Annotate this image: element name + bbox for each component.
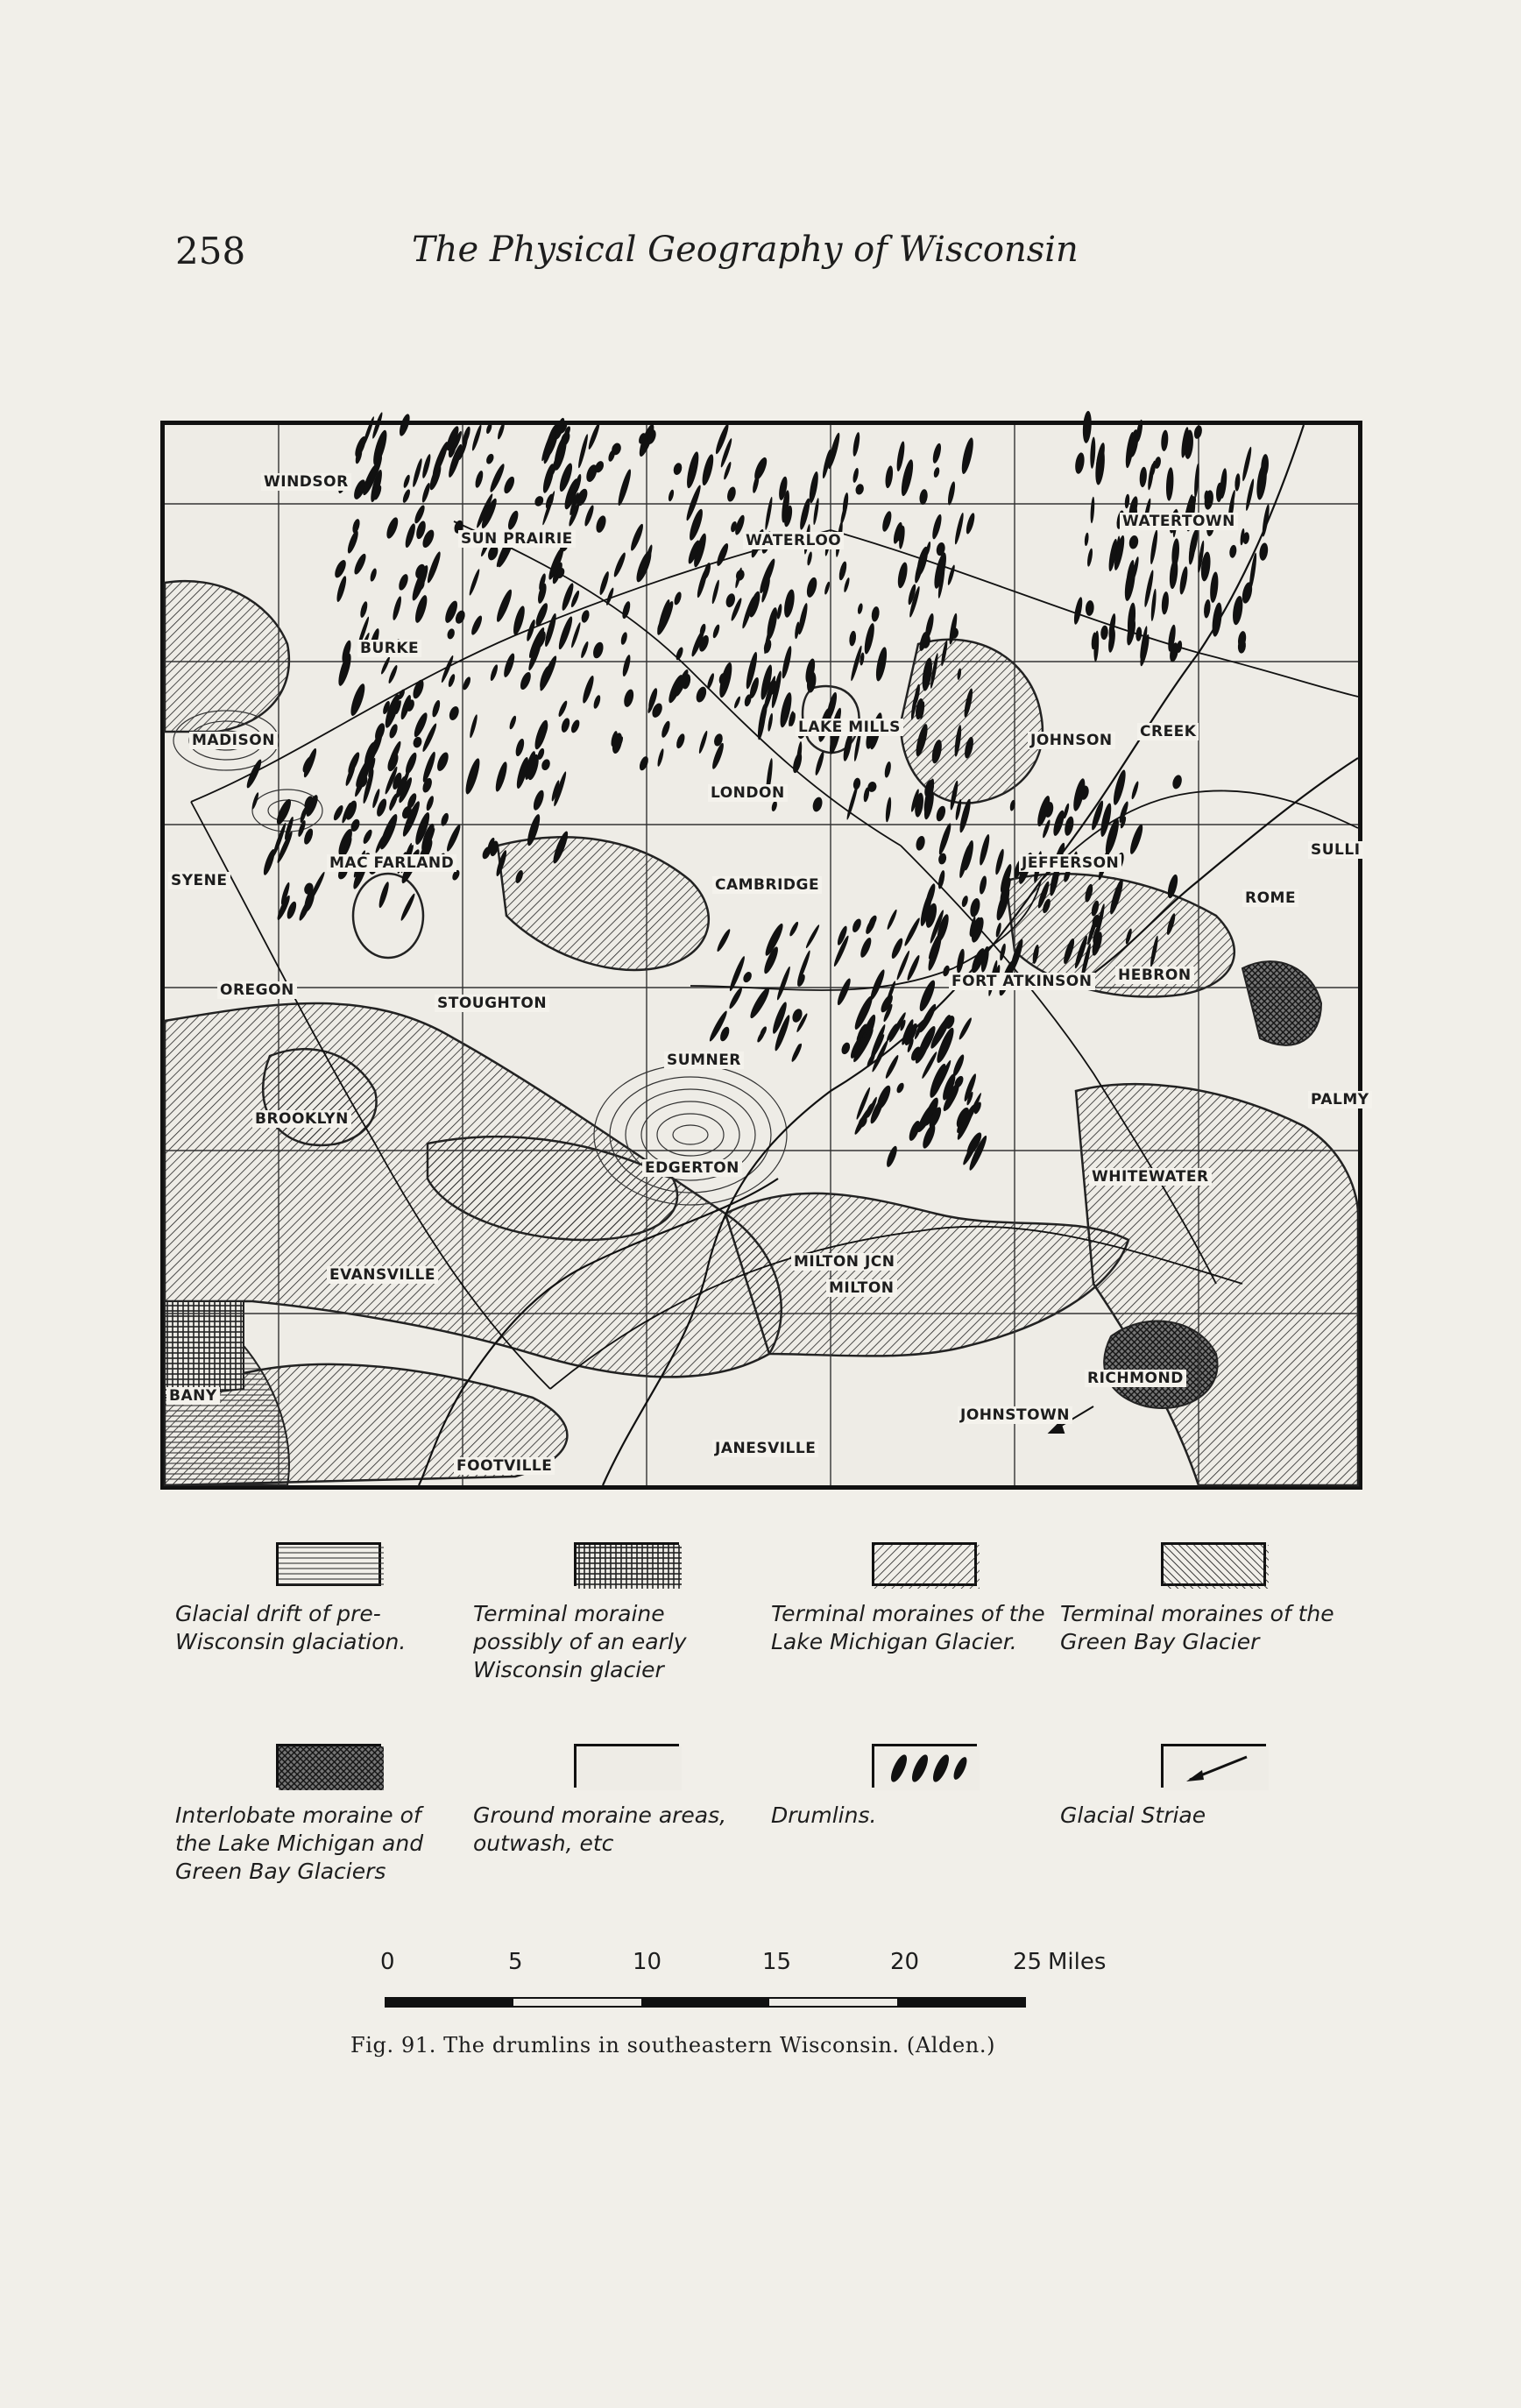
place-sun-prairie: SUN PRAIRIE <box>458 530 576 548</box>
place-whitewater: WHITEWATER <box>1089 1168 1212 1186</box>
place-sumner: SUMNER <box>664 1052 744 1069</box>
drumlin-map <box>160 421 1369 1490</box>
scale-tick-label: 20 <box>890 1949 920 1975</box>
legend-label: Glacial drift of pre-Wisconsin glaciation. <box>175 1601 407 1654</box>
place-johnstown: JOHNSTOWN <box>958 1406 1072 1424</box>
legend-label: Glacial Striae <box>1060 1802 1206 1828</box>
scale-tick-label: 5 <box>508 1949 523 1975</box>
scale-tick-label: 10 <box>633 1949 662 1975</box>
place-milton: MILTON <box>826 1279 897 1297</box>
place-footville: FOOTVILLE <box>454 1457 555 1475</box>
place-cambridge: CAMBRIDGE <box>712 876 822 894</box>
place-stoughton: STOUGHTON <box>435 995 549 1012</box>
place-bany: BANY <box>166 1387 220 1405</box>
figure-caption: Fig. 91. The drumlins in southeastern Wisconsin. (Alden.) <box>350 2033 996 2057</box>
blank-pattern-icon <box>574 1744 679 1788</box>
place-fort-atkinson: FORT ATKINSON <box>949 973 1095 990</box>
scale-tick-label: 0 <box>380 1949 395 1975</box>
place-johnson: JOHNSON <box>1028 732 1115 749</box>
legend-label: Interlobate moraine of the Lake Michigan and Green Bay Glaciers <box>175 1802 424 1884</box>
place-milton-jcn: MILTON JCN <box>791 1253 897 1271</box>
place-richmond: RICHMOND <box>1085 1370 1186 1387</box>
place-watertown: WATERTOWN <box>1120 513 1238 530</box>
place-janesville: JANESVILLE <box>712 1440 818 1457</box>
map-artwork <box>165 425 1358 1485</box>
map-legend <box>175 1525 1349 1945</box>
place-syene: SYENE <box>168 872 230 889</box>
horizontal-lines-pattern-icon <box>276 1542 381 1586</box>
page-number: 258 <box>175 230 246 273</box>
scale-tick-label: 15 <box>762 1949 792 1975</box>
book-title: The Physical Geography of Wisconsin <box>412 230 1079 270</box>
place-rome: ROME <box>1242 889 1298 907</box>
place-creek: CREEK <box>1137 723 1199 740</box>
place-edgerton: EDGERTON <box>642 1159 742 1177</box>
scale-bar <box>377 1949 1107 2028</box>
interlobate-moraine-area <box>1104 1321 1217 1408</box>
place-jefferson: JEFFERSON <box>1019 854 1121 872</box>
running-head <box>175 230 1130 282</box>
place-windsor: WINDSOR <box>261 473 351 491</box>
place-sulli: SULLI <box>1308 841 1363 859</box>
early-wisconsin-moraine-area <box>165 1301 244 1398</box>
place-brooklyn: BROOKLYN <box>252 1110 351 1128</box>
legend-label: Ground moraine areas, outwash, etc <box>473 1802 727 1856</box>
scale-bar-graphic <box>377 1993 1078 2019</box>
place-evansville: EVANSVILLE <box>327 1266 438 1284</box>
drumlin-ovals-pattern-icon <box>872 1744 977 1788</box>
place-hebron: HEBRON <box>1115 967 1194 984</box>
place-mac-farland: MAC FARLAND <box>327 854 456 872</box>
place-london: LONDON <box>708 784 788 802</box>
place-burke: BURKE <box>357 640 421 657</box>
place-palmy: PALMY <box>1308 1091 1372 1108</box>
place-waterloo: WATERLOO <box>743 532 844 549</box>
legend-label: Drumlins. <box>771 1802 877 1828</box>
place-madison: MADISON <box>189 732 278 749</box>
arrow-striae-pattern-icon <box>1161 1744 1266 1788</box>
place-oregon: OREGON <box>217 981 297 999</box>
legend-label: Terminal moraines of the Lake Michigan Glacier. <box>771 1601 1045 1654</box>
legend-label: Terminal moraine possibly of an early Wisconsin glacier <box>473 1601 687 1682</box>
scale-unit: Miles <box>1048 1949 1107 1975</box>
scale-tick-label: 25 <box>1013 1949 1043 1975</box>
crosshatch-pattern-icon <box>574 1542 679 1586</box>
place-lake-mills: LAKE MILLS <box>796 719 903 736</box>
reverse-diagonal-pattern-icon <box>1161 1542 1266 1586</box>
dense-crosshatch-pattern-icon <box>276 1744 381 1788</box>
legend-label: Terminal moraines of the Green Bay Glacier <box>1060 1601 1334 1654</box>
diagonal-lines-pattern-icon <box>872 1542 977 1586</box>
